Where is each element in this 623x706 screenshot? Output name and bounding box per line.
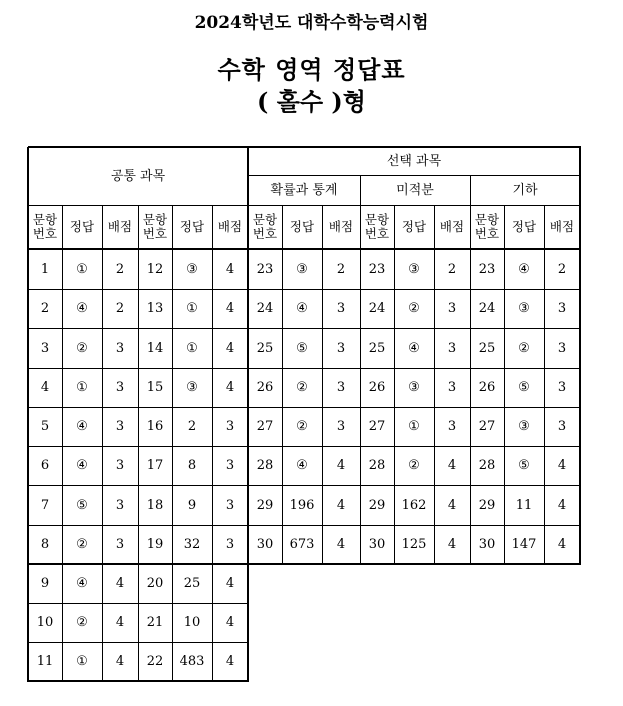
question-number: 10	[36, 615, 54, 630]
table-rule	[282, 205, 283, 565]
question-number: 29	[478, 497, 496, 513]
question-number: 11	[36, 654, 54, 669]
answer-value: 483	[179, 654, 205, 669]
score-value: 2	[115, 301, 125, 316]
table-rule	[28, 289, 581, 290]
answer-value: ④	[296, 458, 308, 473]
question-number: 25	[478, 340, 496, 356]
score-value: 3	[557, 301, 567, 316]
answer-label: 정답	[511, 219, 537, 234]
question-number: 30	[478, 537, 496, 552]
question-number: 25	[256, 340, 274, 356]
score-value: 3	[115, 497, 125, 513]
answer-value: ③	[518, 419, 530, 434]
table-rule	[28, 146, 581, 148]
question-number-label: 문항 번호	[32, 212, 58, 241]
score-value: 3	[336, 380, 346, 395]
table-rule	[28, 248, 581, 250]
table-rule	[212, 205, 213, 682]
question-number-label: 문항 번호	[364, 212, 390, 241]
table-rule	[470, 175, 471, 565]
answer-value: ④	[76, 419, 88, 434]
common-subject-header: 공통 과목	[110, 168, 166, 184]
answer-value: ④	[76, 301, 88, 316]
question-number: 15	[146, 380, 164, 395]
question-number: 27	[368, 419, 386, 434]
answer-label: 정답	[69, 219, 95, 234]
question-number: 14	[146, 340, 164, 356]
answer-value: ①	[76, 380, 88, 395]
question-number: 2	[40, 301, 50, 316]
question-number: 30	[256, 537, 274, 552]
answer-value: ③	[408, 261, 420, 277]
answer-value: ④	[76, 576, 88, 591]
question-number: 23	[256, 261, 274, 277]
answer-value: ④	[76, 458, 88, 473]
table-rule	[172, 205, 173, 682]
table-rule	[28, 328, 581, 329]
score-value: 3	[115, 458, 125, 473]
question-number: 29	[368, 497, 386, 513]
question-number: 24	[256, 301, 274, 316]
score-value: 3	[225, 497, 235, 513]
answer-value: ②	[408, 458, 420, 473]
answer-value: ①	[186, 301, 198, 316]
answer-value: 2	[187, 419, 197, 434]
score-value: 4	[225, 654, 235, 669]
question-number-label: 문항 번호	[474, 212, 500, 241]
answer-value: 162	[401, 497, 427, 513]
question-number-label: 문항 번호	[252, 212, 278, 241]
question-number: 26	[256, 380, 274, 395]
question-number: 20	[146, 576, 164, 591]
score-value: 4	[447, 537, 457, 552]
table-rule	[360, 175, 361, 565]
score-value: 4	[225, 576, 235, 591]
subject-title: 수학 영역 정답표	[217, 55, 406, 84]
question-number: 13	[146, 301, 164, 316]
score-value: 3	[336, 340, 346, 356]
question-number: 19	[146, 537, 164, 552]
score-value: 4	[557, 497, 567, 513]
question-number: 28	[368, 458, 386, 473]
score-label: 배점	[217, 219, 243, 234]
type-label: ( 홀수 )형	[257, 87, 366, 116]
score-value: 3	[225, 458, 235, 473]
exam-title: 2024학년도 대학수학능력시험	[194, 13, 429, 33]
question-number: 28	[256, 458, 274, 473]
elective-subject-name: 확률과 통계	[270, 182, 338, 198]
score-value: 4	[115, 576, 125, 591]
question-number: 4	[40, 380, 50, 395]
table-rule	[579, 147, 581, 565]
question-number: 27	[478, 419, 496, 434]
table-rule	[28, 525, 581, 526]
score-value: 3	[557, 419, 567, 434]
question-number: 5	[40, 419, 50, 434]
answer-value: ②	[296, 419, 308, 434]
score-value: 4	[447, 458, 457, 473]
answer-value: ④	[518, 261, 530, 277]
answer-label: 정답	[289, 219, 315, 234]
answer-value: ②	[76, 615, 88, 630]
score-value: 3	[557, 340, 567, 356]
score-value: 4	[115, 654, 125, 669]
answer-value: ⑤	[518, 458, 530, 473]
answer-value: 25	[183, 576, 201, 591]
score-value: 4	[336, 537, 346, 552]
answer-value: 125	[401, 537, 427, 552]
score-value: 2	[557, 261, 567, 277]
question-number: 24	[368, 301, 386, 316]
answer-value: ②	[296, 380, 308, 395]
question-number: 26	[368, 380, 386, 395]
question-number: 29	[256, 497, 274, 513]
question-number: 18	[146, 497, 164, 513]
answer-value: ⑤	[518, 380, 530, 395]
score-value: 3	[447, 340, 457, 356]
question-number: 16	[146, 419, 164, 434]
answer-value: 147	[511, 537, 537, 552]
table-rule	[102, 205, 103, 682]
score-label: 배점	[107, 219, 133, 234]
question-number: 1	[40, 261, 50, 277]
answer-value: ③	[518, 301, 530, 316]
score-value: 3	[225, 419, 235, 434]
score-value: 3	[225, 537, 235, 552]
score-value: 3	[447, 380, 457, 395]
score-value: 3	[336, 419, 346, 434]
score-value: 2	[115, 261, 125, 277]
answer-value: ③	[408, 380, 420, 395]
question-number: 7	[40, 497, 50, 513]
score-value: 4	[447, 497, 457, 513]
table-rule	[504, 205, 505, 565]
question-number: 12	[146, 261, 164, 277]
table-rule	[28, 563, 581, 565]
answer-value: ③	[186, 261, 198, 277]
question-number: 17	[146, 458, 164, 473]
answer-value: ①	[408, 419, 420, 434]
answer-value: ⑤	[296, 340, 308, 356]
answer-label: 정답	[179, 219, 205, 234]
answer-value: 32	[183, 537, 201, 552]
answer-value: 8	[187, 458, 197, 473]
score-value: 4	[336, 497, 346, 513]
answer-value: ④	[408, 340, 420, 356]
table-rule	[138, 205, 139, 682]
score-label: 배점	[549, 219, 575, 234]
answer-value: 11	[515, 497, 533, 513]
question-number: 23	[368, 261, 386, 277]
score-value: 3	[115, 380, 125, 395]
answer-value: 9	[187, 497, 197, 513]
score-value: 4	[225, 380, 235, 395]
score-value: 3	[115, 537, 125, 552]
answer-label: 정답	[401, 219, 427, 234]
table-rule	[28, 205, 581, 206]
question-number: 21	[146, 615, 164, 630]
question-number: 22	[146, 654, 164, 669]
elective-subject-name: 미적분	[396, 182, 434, 198]
score-value: 4	[557, 458, 567, 473]
score-value: 4	[557, 537, 567, 552]
question-number: 9	[40, 576, 50, 591]
answer-value: ②	[76, 340, 88, 356]
question-number: 30	[368, 537, 386, 552]
table-rule	[247, 147, 249, 682]
table-rule	[322, 205, 323, 565]
table-rule	[544, 205, 545, 565]
score-value: 4	[115, 615, 125, 630]
table-rule	[62, 205, 63, 682]
score-value: 3	[115, 419, 125, 434]
score-label: 배점	[439, 219, 465, 234]
question-number: 28	[478, 458, 496, 473]
score-value: 3	[447, 419, 457, 434]
score-value: 4	[336, 458, 346, 473]
table-rule	[434, 205, 435, 565]
question-number-label: 문항 번호	[142, 212, 168, 241]
score-value: 4	[225, 615, 235, 630]
question-number: 3	[40, 340, 50, 356]
answer-value: ①	[186, 340, 198, 356]
score-value: 3	[557, 380, 567, 395]
answer-value: ③	[186, 380, 198, 395]
table-rule	[27, 147, 29, 682]
question-number: 26	[478, 380, 496, 395]
table-rule	[28, 485, 581, 486]
score-value: 3	[336, 301, 346, 316]
question-number: 6	[40, 458, 50, 473]
answer-value: ①	[76, 654, 88, 669]
score-value: 4	[225, 340, 235, 356]
score-value: 3	[115, 340, 125, 356]
score-value: 4	[225, 261, 235, 277]
elective-subject-header: 선택 과목	[386, 153, 442, 169]
question-number: 27	[256, 419, 274, 434]
table-rule	[248, 175, 581, 176]
answer-value: ②	[408, 301, 420, 316]
table-rule	[394, 205, 395, 565]
elective-subject-name: 기하	[512, 182, 538, 198]
table-rule	[28, 446, 581, 447]
question-number: 25	[368, 340, 386, 356]
question-number: 23	[478, 261, 496, 277]
question-number: 24	[478, 301, 496, 316]
answer-value: 673	[289, 537, 315, 552]
answer-value: ③	[296, 261, 308, 277]
answer-value: ②	[76, 537, 88, 552]
answer-value: ④	[296, 301, 308, 316]
answer-value: ②	[518, 340, 530, 356]
answer-value: ⑤	[76, 497, 88, 513]
score-label: 배점	[328, 219, 354, 234]
table-rule	[28, 368, 581, 369]
answer-value: ①	[76, 261, 88, 277]
table-rule	[28, 407, 581, 408]
score-value: 2	[447, 261, 457, 277]
question-number: 8	[40, 537, 50, 552]
answer-value: 10	[183, 615, 201, 630]
score-value: 3	[447, 301, 457, 316]
score-value: 2	[336, 261, 346, 277]
answer-value: 196	[289, 497, 315, 513]
score-value: 4	[225, 301, 235, 316]
